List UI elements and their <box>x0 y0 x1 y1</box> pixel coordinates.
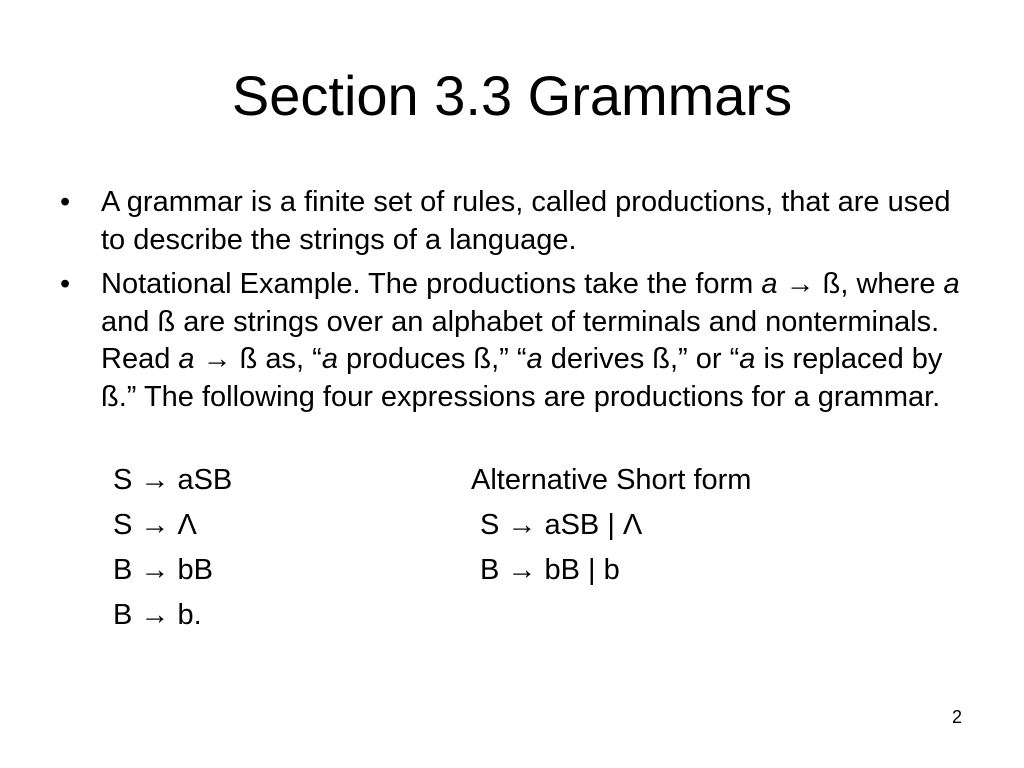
bullet-text <box>101 268 960 413</box>
italic-symbol: a <box>178 343 195 375</box>
bullet-marker: • <box>60 186 71 218</box>
bullet-list <box>54 184 974 423</box>
production-rule: B → bB <box>113 554 213 586</box>
italic-symbol: a <box>761 268 778 300</box>
text-segment: → ß, where <box>777 268 944 300</box>
short-form-rule: S → aSB | Λ <box>480 509 643 541</box>
short-form-heading: Alternative Short form <box>471 464 752 496</box>
production-rule: S → aSB <box>113 464 233 496</box>
text-segment: produces ß,” “ <box>337 343 527 375</box>
productions-table <box>113 458 873 638</box>
text-segment: is replaced by ß.” The following four expressions are productions for a grammar. <box>101 343 943 413</box>
bullet-item <box>54 184 974 259</box>
production-rule: B → b. <box>113 599 202 631</box>
production-row <box>113 458 873 503</box>
slide-title: Section 3.3 Grammars <box>231 64 793 127</box>
text-segment: → ß as, “ <box>194 343 322 375</box>
bullet-text <box>101 186 950 256</box>
production-row <box>113 503 873 548</box>
bullet-marker: • <box>60 268 71 300</box>
italic-symbol: a <box>943 268 960 300</box>
text-segment: A grammar is a finite set of rules, called productions, that are used to describe the strings of a language. <box>101 186 951 256</box>
italic-symbol: a <box>526 343 543 375</box>
production-row <box>113 593 873 638</box>
short-form-rule: B → bB | b <box>480 554 620 586</box>
page-number: 2 <box>951 707 962 727</box>
text-segment: and ß are strings over an alphabet of terminals and nonterminals. Read <box>101 305 940 375</box>
bullet-item <box>54 266 974 416</box>
text-segment: derives ß,” or “ <box>542 343 740 375</box>
italic-symbol: a <box>739 343 756 375</box>
production-rule: S → Λ <box>113 509 197 541</box>
production-row <box>113 548 873 593</box>
text-segment: Notational Example. The productions take the form <box>101 268 762 300</box>
italic-symbol: a <box>321 343 338 375</box>
